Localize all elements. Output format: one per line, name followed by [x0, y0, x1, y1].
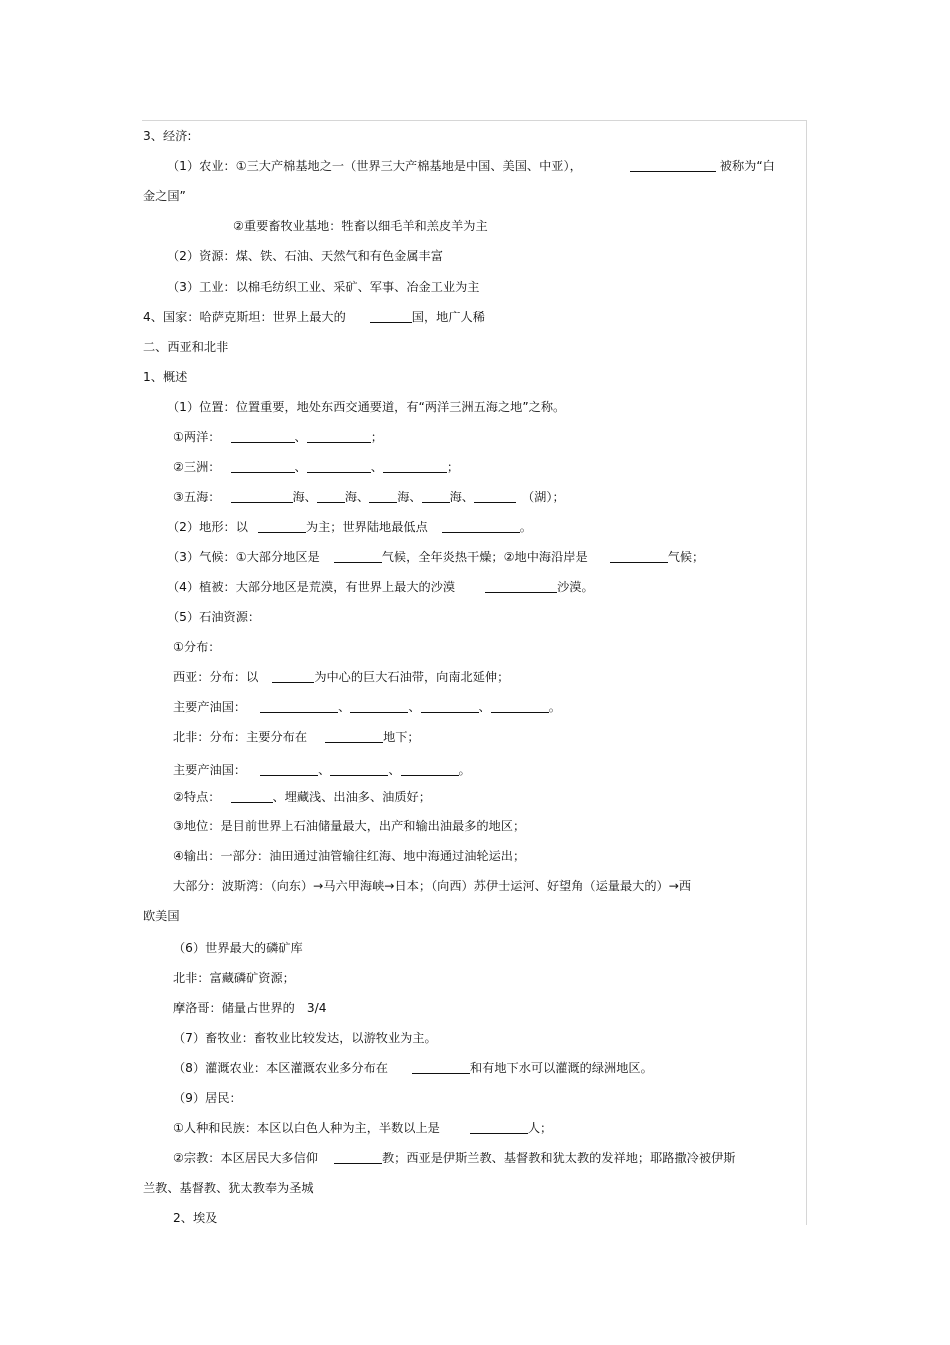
answer-blank[interactable]	[442, 520, 520, 533]
oil-heading: （5）石油资源：	[167, 610, 261, 624]
livestock-line: （7）畜牧业：畜牧业比较发达，以游牧业为主。	[173, 1031, 437, 1045]
oil-export-route-cont: 欧美国	[143, 909, 180, 923]
terrain-line: （2）地形：以 为主；世界陆地最低点 。	[167, 520, 532, 534]
morocco-line: 摩洛哥：储量占世界的 3/4	[173, 1001, 327, 1015]
northafrica-producers-line: 主要产油国： 、 、 。	[173, 763, 471, 777]
resources-line: （2）资源：煤、铁、石油、天然气和有色金属丰富	[167, 249, 443, 263]
two-oceans-line: ①两洋： 、 ；	[173, 430, 383, 444]
answer-blank[interactable]	[272, 670, 314, 683]
answer-blank[interactable]	[231, 430, 295, 443]
answer-blank[interactable]	[317, 490, 345, 503]
race-line: ①人种和民族：本区以白色人种为主，半数以上是 人；	[173, 1121, 553, 1135]
answer-blank[interactable]	[334, 1151, 382, 1164]
answer-blank[interactable]	[401, 763, 459, 776]
answer-blank[interactable]	[369, 490, 397, 503]
oil-export-route-line: 大部分：波斯湾：（向东）→马六甲海峡→日本；（向西）苏伊士运河、好望角（运量最大的）→西	[173, 879, 692, 893]
answer-blank[interactable]	[422, 490, 450, 503]
oil-feature-line: ②特点： 、埋藏浅、出油多、油质好；	[173, 790, 431, 804]
answer-blank[interactable]	[470, 1121, 528, 1134]
livestock-base-line: ②重要畜牧业基地：牲畜以细毛羊和羔皮羊为主	[233, 219, 488, 233]
answer-blank[interactable]	[485, 580, 557, 593]
agriculture-line: （1）农业：①三大产棉基地之一（世界三大产棉基地是中国、美国、中亚）， 被称为“白	[167, 159, 775, 173]
overview-heading: 1、概述	[143, 370, 188, 384]
answer-blank[interactable]	[412, 1061, 470, 1074]
westasia-producers-line: 主要产油国： 、 、 、 。	[173, 700, 561, 714]
religion-line-cont: 兰教、基督教、犹太教奉为圣城	[143, 1181, 314, 1195]
answer-blank[interactable]	[491, 700, 549, 713]
answer-blank[interactable]	[231, 460, 295, 473]
climate-line: （3）气候：①大部分地区是 气候，全年炎热干燥；②地中海沿岸是 气候；	[167, 550, 705, 564]
answer-blank[interactable]	[474, 490, 516, 503]
answer-blank[interactable]	[325, 730, 383, 743]
country-line: 4、国家：哈萨克斯坦：世界上最大的 国，地广人稀	[143, 310, 485, 324]
agriculture-line-cont: 金之国”	[143, 189, 186, 203]
answer-blank[interactable]	[260, 763, 318, 776]
westasia-distribution-line: 西亚：分布：以 为中心的巨大石油带，向南北延伸；	[173, 670, 510, 684]
phosphate-heading: （6）世界最大的磷矿库	[173, 941, 303, 955]
answer-blank[interactable]	[610, 550, 668, 563]
northafrica-distribution-line: 北非：分布：主要分布在 地下；	[173, 730, 420, 744]
egypt-heading: 2、埃及	[173, 1211, 218, 1225]
answer-blank[interactable]	[630, 159, 716, 172]
answer-blank[interactable]	[258, 520, 306, 533]
answer-blank[interactable]	[260, 700, 338, 713]
answer-blank[interactable]	[350, 700, 408, 713]
residents-heading: （9）居民：	[173, 1091, 242, 1105]
oil-status-line: ③地位：是目前世界上石油储量最大，出产和输出油最多的地区；	[173, 819, 526, 833]
industry-line: （3）工业：以棉毛纺织工业、采矿、军事、冶金工业为主	[167, 280, 480, 294]
section-economy-heading: 3、经济:	[143, 129, 192, 143]
vegetation-line: （4）植被：大部分地区是荒漠，有世界上最大的沙漠 沙漠。	[167, 580, 594, 594]
oil-export-line: ④输出：一部分：油田通过油管输往红海、地中海通过油轮运出；	[173, 849, 526, 863]
distribution-heading: ①分布：	[173, 640, 221, 654]
section-westasia-heading: 二、西亚和北非	[143, 340, 229, 354]
religion-line: ②宗教：本区居民大多信仰 教；西亚是伊斯兰教、基督教和犹太教的发祥地；耶路撒冷被伊斯	[173, 1151, 736, 1165]
answer-blank[interactable]	[231, 790, 273, 803]
answer-blank[interactable]	[370, 310, 412, 323]
phosphate-northafrica-line: 北非：富藏磷矿资源；	[173, 971, 295, 985]
irrigation-line: （8）灌溉农业：本区灌溉农业多分布在 和有地下水可以灌溉的绿洲地区。	[173, 1061, 653, 1075]
answer-blank[interactable]	[334, 550, 382, 563]
position-line: （1）位置：位置重要，地处东西交通要道，有“两洋三洲五海之地”之称。	[167, 400, 566, 414]
three-continents-line: ②三洲： 、 、 ；	[173, 460, 460, 474]
answer-blank[interactable]	[307, 460, 371, 473]
answer-blank[interactable]	[330, 763, 388, 776]
answer-blank[interactable]	[231, 490, 293, 503]
answer-blank[interactable]	[383, 460, 447, 473]
five-seas-line: ③五海： 海、 海、 海、 海、 （湖）；	[173, 490, 565, 504]
answer-blank[interactable]	[307, 430, 371, 443]
answer-blank[interactable]	[421, 700, 479, 713]
